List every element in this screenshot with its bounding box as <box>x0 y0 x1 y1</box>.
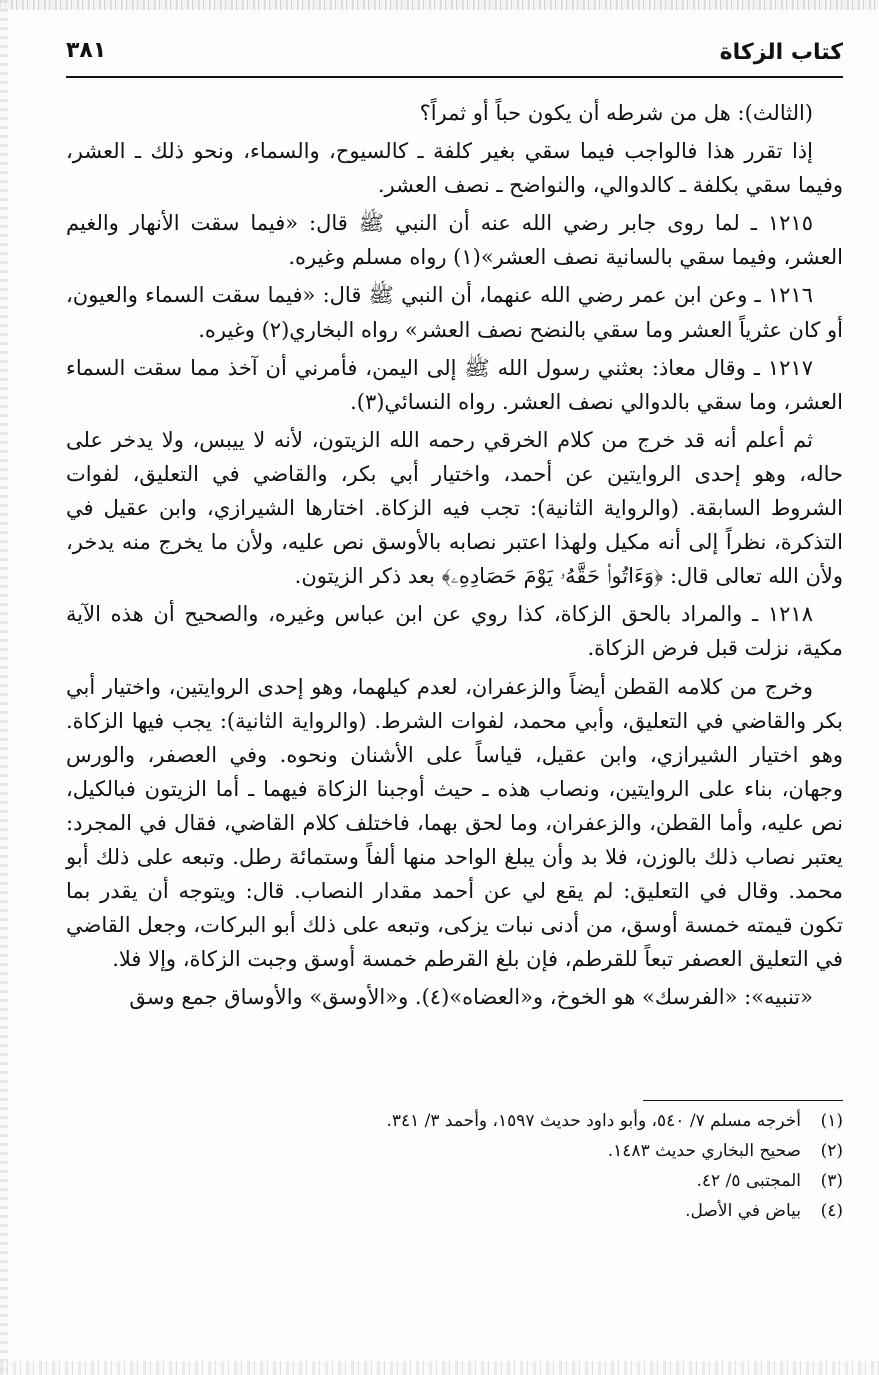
header-rule <box>66 76 843 78</box>
paragraph: ١٢١٨ ـ والمراد بالحق الزكاة، كذا روي عن ابن عباس وغيره، والصحيح أن هذه الآية مكية، نزلت قبل فرض الزكاة. <box>66 602 843 661</box>
running-title: كتاب الزكاة <box>719 40 843 65</box>
footnote-number: (٢) <box>820 1141 843 1161</box>
scan-edge-left <box>0 0 8 1375</box>
footnote-text: بياض في الأصل. <box>685 1201 801 1221</box>
scan-edge-bottom <box>0 1361 879 1375</box>
footnote-text: صحيح البخاري حديث ١٤٨٣. <box>607 1141 801 1161</box>
paragraph: ١٢١٧ ـ وقال معاذ: بعثني رسول الله ﷺ إلى اليمن، فأمرني أن آخذ مما سقت السماء العشر، وما سقي بالدوالي نصف العشر. رواه النسائي(٣). <box>66 355 843 414</box>
footnotes <box>66 1106 843 1226</box>
main-text <box>66 96 843 1096</box>
footnote-number: (٤) <box>820 1201 843 1221</box>
page-header <box>66 36 843 76</box>
paragraph: ١٢١٥ ـ لما روى جابر رضي الله عنه أن النبي ﷺ قال: «فيما سقت الأنهار والغيم العشر، وفيما سقي بالسانية نصف العشر»(١) رواه مسلم وغيره. <box>66 211 843 270</box>
paragraph: ثم أعلم أنه قد خرج من كلام الخرقي رحمه الله الزيتون، لأنه لا ييبس، ولا يدخر على حاله، وهو إحدى الروايتين عن أحمد، واختيار أبي بكر، والقاضي في التعليق، لفوات الشروط السابقة. (والرواية الثانية): تجب فيه الزكاة. اختارها الشيرازي، وابن عقيل في التذكرة، نظراً إلى أنه مكيل ولهذا اعتبر نصابه بالأوسق نص عليه، ولأن ما يخرج منه يدخر، ولأن الله تعالى قال: ﴿وَءَاتُوا۟ حَقَّهُۥ يَوْمَ حَصَادِهِۦ﴾ بعد ذكر الزيتون. <box>66 427 843 589</box>
paragraph: «تنبيه»: «الفرسك» هو الخوخ، و«العضاه»(٤). و«الأوسق» والأوساق جمع وسق <box>129 985 813 1010</box>
footnote <box>66 1196 843 1226</box>
paragraph: إذا تقرر هذا فالواجب فيما سقي بغير كلفة ـ كالسيوح، والسماء، ونحو ذلك ـ العشر، وفيما سقي بكلفة ـ كالدوالي، والنواضح ـ نصف العشر. <box>66 139 843 198</box>
footnote <box>66 1166 843 1196</box>
paragraph: (الثالث): هل من شرطه أن يكون حباً أو ثمراً؟ <box>419 101 813 125</box>
footnote <box>66 1136 843 1166</box>
footnote-text: المجتبى ٥/ ٤٢. <box>696 1171 801 1191</box>
footnote-text: أخرجه مسلم ٧/ ٥٤٠، وأبو داود حديث ١٥٩٧، وأحمد ٣/ ٣٤١. <box>386 1111 801 1131</box>
footnote-number: (١) <box>820 1111 843 1131</box>
paragraph: ١٢١٦ ـ وعن ابن عمر رضي الله عنهما، أن النبي ﷺ قال: «فيما سقت السماء والعيون، أو كان عثرياً العشر وما سقي بالنضح نصف العشر» رواه البخاري(٢) وغيره. <box>66 283 843 342</box>
paragraph: وخرج من كلامه القطن أيضاً والزعفران، لعدم كيلهما، وهو إحدى الروايتين، واختيار أبي بكر والقاضي في التعليق، وأبي محمد، لفوات الشرط. (والرواية الثانية): يجب فيها الزكاة. وهو اختيار الشيرازي، وابن عقيل، قياساً على الأشنان ونحوه. وفي العصفر، والورس وجهان، بناء على الروايتين، ونصاب هذه ـ حيث أوجبنا الزكاة فيهما ـ أما الزيتون فبالكيل، نص عليه، وأما القطن، والزعفران، وما لحق بهما، فاختلف كلام القاضي، فقال في المجرد: يعتبر نصاب ذلك بالوزن، فلا بد وأن يبلغ الواحد منها ألفاً وستمائة رطل. وتبعه على ذلك أبو محمد. وقال في التعليق: لم يقع لي عن أحمد مقدار النصاب. قال: ويتوجه أن يقدر بما تكون قيمته خمسة أوسق، من أدنى نبات يزكى، وتبعه على ذلك أبو البركات، وجعل القاضي في التعليق العصفر تبعاً للقرطم، فإن بلغ القرطم خمسة أوسق وجبت الزكاة، وإلا فلا. <box>66 674 843 972</box>
page-number: ٣٨١ <box>66 38 107 63</box>
footnote-number: (٣) <box>820 1171 843 1191</box>
footnote <box>66 1106 843 1136</box>
footnote-separator <box>643 1100 843 1101</box>
scan-edge-top <box>0 0 879 10</box>
